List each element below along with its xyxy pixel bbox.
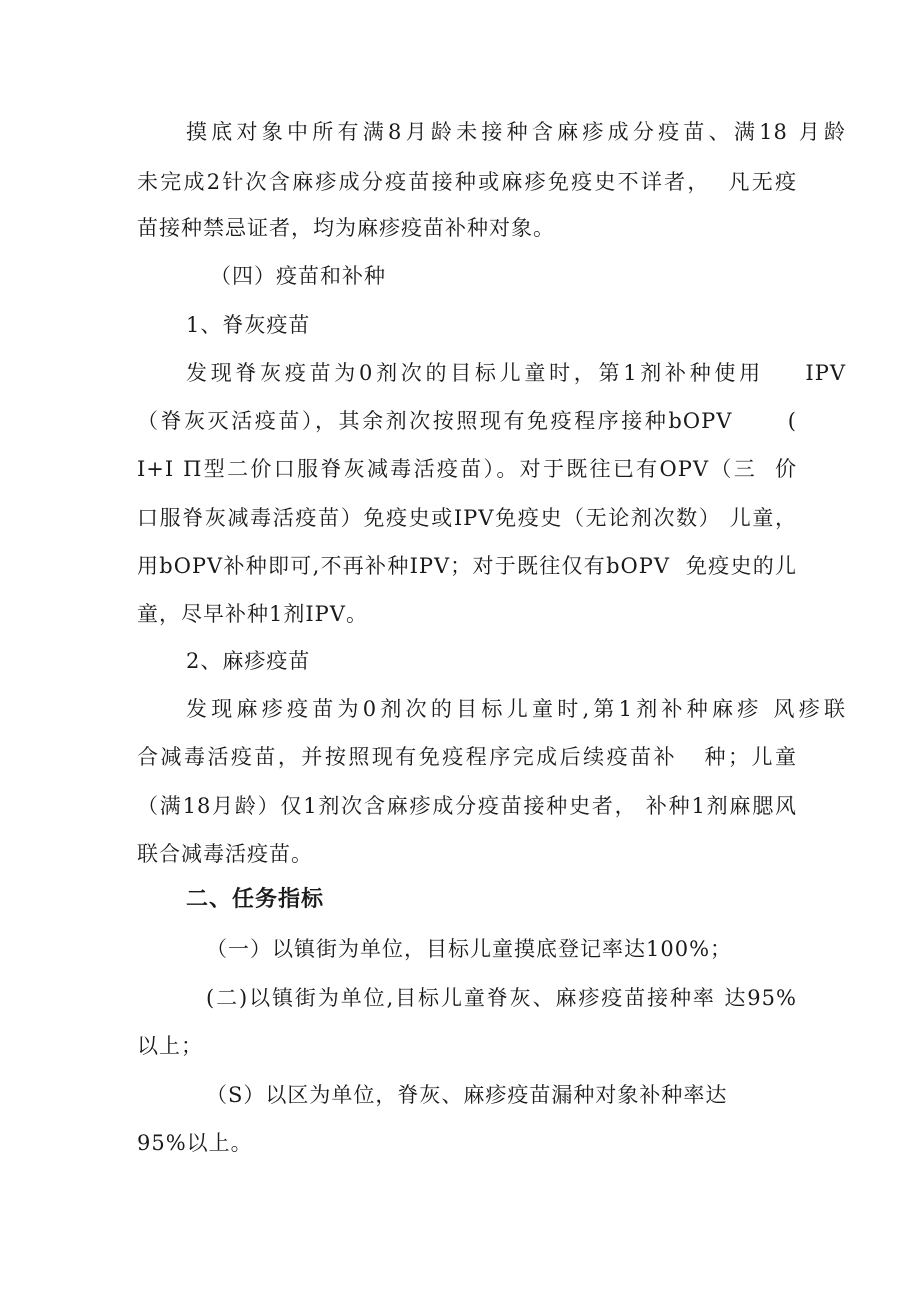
sub1-title: 1、脊灰疫苗 [186,313,311,337]
item-2-line-1: (二)以镇街为单位,目标儿童脊灰、麻疹疫苗接种率 达95% [206,986,797,1010]
item-3-line-2: 95%以上。 [137,1131,253,1155]
section4-title: （四）疫苗和补种 [210,264,386,288]
para2-line-4: 口服脊灰减毒活疫苗）免疫史或IPV免疫史（无论剂次数） 儿童， [137,506,797,530]
para3-line-3: （满18月龄）仅1剂次含麻疹成分疫苗接种史者， 补种1剂麻腮风 [137,794,797,818]
item-3-line-1: （S）以区为单位，脊灰、麻疹疫苗漏种对象补种率达 [206,1083,728,1107]
para3-line-1: 发现麻疹疫苗为0剂次的目标儿童时,第1剂补种麻疹 风疹联 [186,697,846,721]
para1-line-2: 未完成2针次含麻疹成分疫苗接种或麻疹免疫史不详者， 凡无疫 [137,170,797,194]
para2-line-2: （脊灰灭活疫苗），其余剂次按照现有免疫程序接种bOPV ( [137,409,797,433]
para1-line-3: 苗接种禁忌证者，均为麻疹疫苗补种对象。 [137,216,555,240]
item-1: （一）以镇街为单位，目标儿童摸底登记率达100%； [206,937,733,961]
para3-line-4: 联合减毒活疫苗。 [137,842,313,866]
heading-task-indicators: 二、任务指标 [186,887,325,912]
para1-line-1: 摸底对象中所有满8月龄未接种含麻疹成分疫苗、满18 月龄 [186,120,846,144]
para2-line-1: 发现脊灰疫苗为0剂次的目标儿童时，第1剂补种使用 IPV [186,361,846,385]
para2-line-6: 童，尽早补种1剂IPV。 [137,602,368,626]
para2-line-5: 用bOPV补种即可,不再补种IPV；对于既往仅有bOPV 免疫史的儿 [137,554,797,578]
sub2-title: 2、麻疹疫苗 [186,649,311,673]
item-2-line-2: 以上； [137,1034,203,1058]
para2-line-3: I+I Π型二价口服脊灰减毒活疫苗）。对于既往已有OPV（三 价 [137,457,797,481]
para3-line-2: 合减毒活疫苗，并按照现有免疫程序完成后续疫苗补 种；儿童 [137,745,797,769]
